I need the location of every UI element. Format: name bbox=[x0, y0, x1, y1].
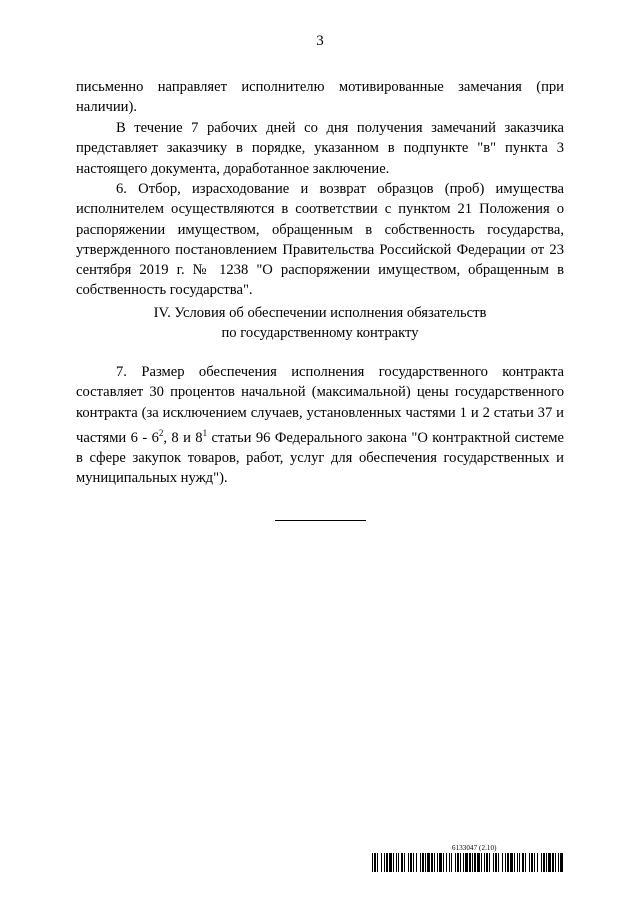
section-heading-line-1: IV. Условия об обеспечении исполнения обязательств bbox=[153, 305, 487, 321]
paragraph-item-7-part-c: статьи 96 Федерального закона "О контрактной системе в сфере закупок товаров, работ, услуг для обеспечения государственных и муниципальных нужд"). bbox=[76, 429, 564, 487]
paragraph-item-6: 6. Отбор, израсходование и возврат образцов (проб) имущества исполнителем осуществляются в соответствии с пунктом 21 Положения о распоряжении имуществом, обращенным в собственность государства, утвержденного постановлением Правительства Российской Федерации от 23 сентября 2019 г. № 1238 "О распоряжении имуществом, обращенным в собственность государства". bbox=[76, 181, 564, 299]
paragraph-item-7-part-a: 7. Размер обеспечения исполнения государственного контракта составляет 30 процентов начальной (максимальной) цены государственного контракта (за исключением случаев, установленных частями 1 и 2 статьи 37 и частями 6 - 6 bbox=[76, 364, 564, 446]
paragraph-item-7 bbox=[76, 362, 564, 489]
page-number: 3 bbox=[316, 33, 324, 49]
barcode-icon bbox=[372, 853, 564, 872]
paragraph-deadline: В течение 7 рабочих дней со дня получения замечаний заказчика представляет заказчику в порядке, указанном в подпункте "в" пункта 3 настоящего документа, доработанное заключение. bbox=[76, 120, 564, 177]
section-heading bbox=[76, 303, 564, 344]
superscript-1: 1 bbox=[202, 427, 208, 438]
document-code: 6133047 (2.10) bbox=[452, 844, 497, 852]
paragraph-item-7-part-b: , 8 и 8 bbox=[163, 429, 203, 446]
paragraph-continuation: письменно направляет исполнителю мотивированные замечания (при наличии). bbox=[76, 79, 564, 116]
section-heading-line-2: по государственному контракту bbox=[221, 325, 419, 342]
separator-line bbox=[275, 520, 366, 521]
superscript-2: 2 bbox=[158, 427, 164, 438]
